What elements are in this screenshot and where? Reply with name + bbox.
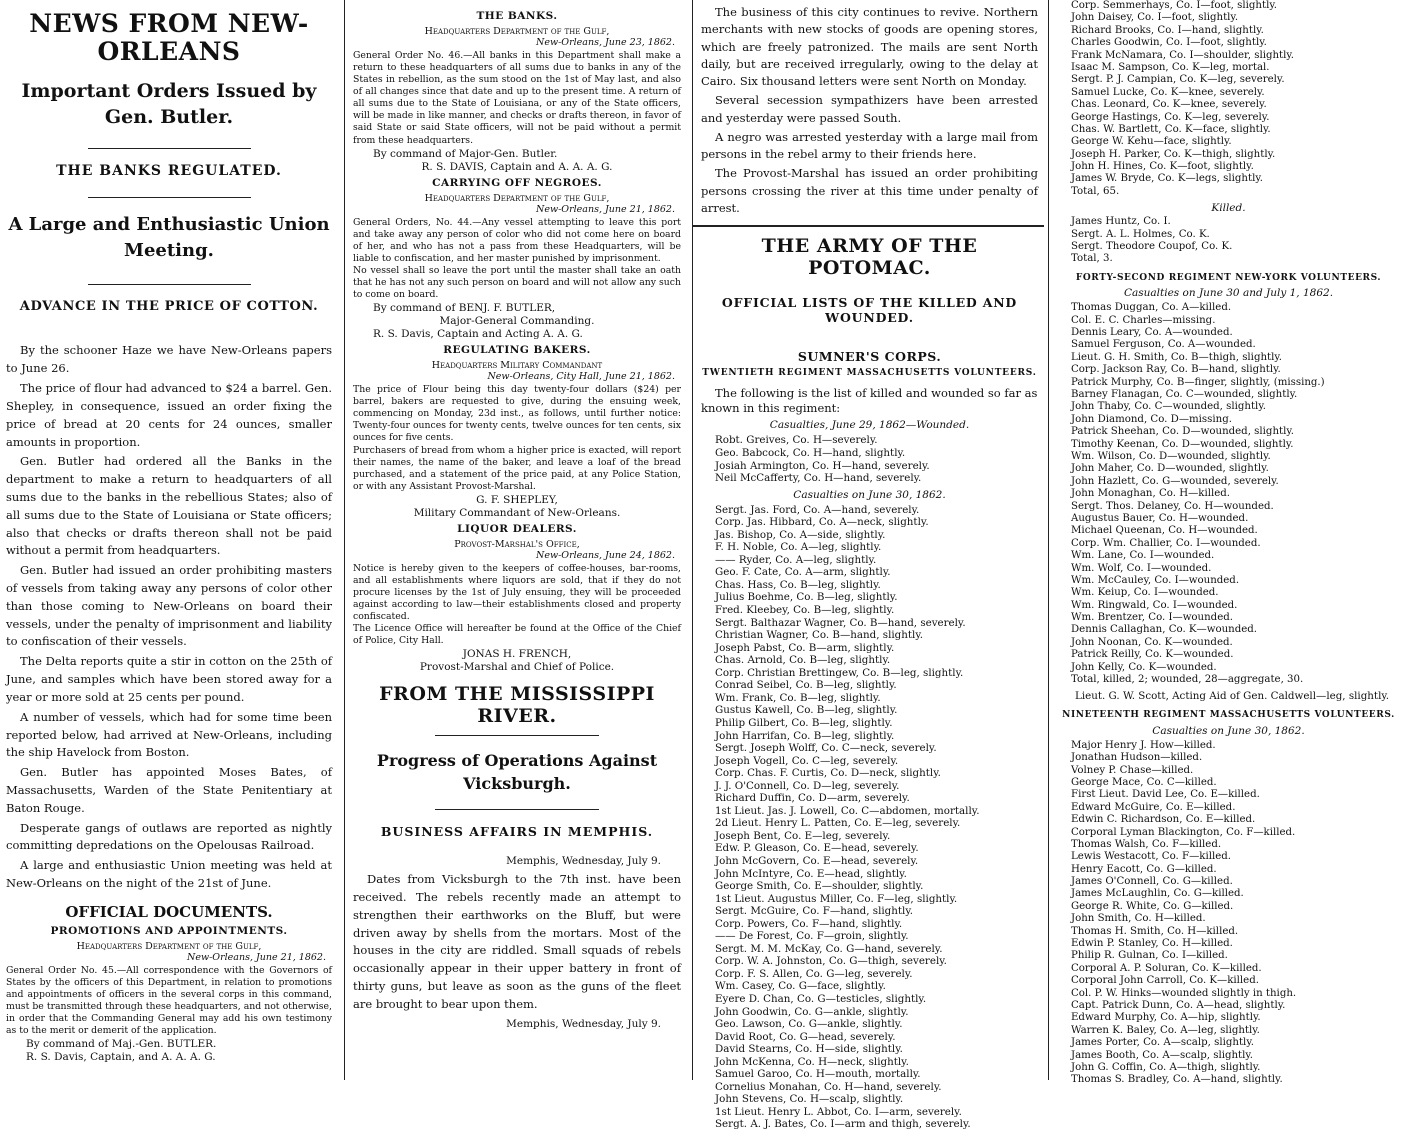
- signature-line: JONAS H. FRENCH,: [462, 648, 572, 661]
- column-3: [692, 0, 1044, 1131]
- casualty-entry: Philip R. Gulnan, Co. I—killed.: [1071, 950, 1228, 962]
- casualty-entry: Wm. Keiup, Co. I—wounded.: [1071, 587, 1219, 599]
- casualty-entry: John Diamond, Co. D—missing.: [1071, 413, 1232, 425]
- casualty-entry: Gustus Kawell, Co. B—leg, slightly.: [715, 704, 898, 717]
- casualty-list: [715, 434, 1038, 484]
- casualty-entry: Thomas S. Bradley, Co. A—hand, slightly.: [1071, 1074, 1283, 1086]
- casualty-entry: Corp. W. A. Johnston, Co. G—thigh, severely.: [715, 955, 947, 968]
- order-text: General Orders, No. 44.—Any vessel attempting to leave this port and take away any person of color who did not come here on board of her, and who has not a pass from these Headquarters, will be liable to confiscation, and her master punished by imprisonment.: [353, 216, 681, 264]
- casualty-list: [1071, 302, 1396, 686]
- casualty-entry: Sergt. McGuire, Co. F—hand, slightly.: [715, 905, 914, 918]
- casualty-entry: F. H. Noble, Co. A—leg, slightly.: [715, 541, 882, 554]
- casualty-entry: John Hazlett, Co. G—wounded, severely.: [1071, 475, 1279, 487]
- paragraph: Gen. Butler had ordered all the Banks in the department to make a return to headquarters of all sums due to the banks in the rebellious States; also of all sums due to the State of Louisiana or State officers; also that checks or drafts thereon shall not be paid without a permit from headquarters.: [6, 454, 332, 558]
- casualty-entry: Cornelius Monahan, Co. H—hand, severely.: [715, 1080, 942, 1093]
- casualty-entry: Wm. Lane, Co. I—wounded.: [1071, 550, 1215, 562]
- section-separator: [693, 225, 1044, 227]
- casualty-entry: David Stearns, Co. H—side, slightly.: [715, 1043, 903, 1056]
- paragraph: Gen. Butler had issued an order prohibiting masters of vessels from taking away any persons of color other than those coming to New-Orleans on board their vessels, under the penalty of imprisonment and liability to confiscation of their vessels.: [6, 563, 332, 649]
- casualty-entry: David Root, Co. G—head, severely.: [715, 1030, 896, 1043]
- signature-line: By command of BENJ. F. BUTLER,: [373, 302, 556, 315]
- casualty-entry: Conrad Seibel, Co. B—leg, slightly.: [715, 679, 897, 692]
- dateline: Memphis, Wednesday, July 9.: [506, 1017, 661, 1030]
- casualty-entry: John Noonan, Co. K—wounded.: [1071, 636, 1233, 648]
- section-title-banks: THE BANKS.: [476, 10, 558, 22]
- casualty-entry: John Daisey, Co. I—foot, slightly.: [1071, 12, 1239, 24]
- paragraph: Gen. Butler has appointed Moses Bates, of Massachusetts, Warden of the State Penitentiary at Baton Rouge.: [6, 765, 332, 815]
- casualty-entry: Col. P. W. Hinks—wounded slightly in thigh.: [1071, 987, 1297, 999]
- deck-cotton: ADVANCE IN THE PRICE OF COTTON.: [19, 299, 319, 315]
- casualty-entry: Dennis Leary, Co. A—wounded.: [1071, 327, 1233, 339]
- regiment-heading: TWENTIETH REGIMENT MASSACHUSETTS VOLUNTEERS.: [702, 368, 1037, 378]
- signature-line: Provost-Marshal and Chief of Police.: [419, 661, 615, 674]
- casualty-entry: Volney P. Chase—killed.: [1071, 764, 1194, 776]
- casualty-list: [1071, 0, 1396, 198]
- paragraph: The business of this city continues to revive. Northern merchants with new stocks of goods are opening stores, which are freely patronized. The mails are sent North daily, but are received irregularly, owing to the delay at Cairo. Six thousand letters were sent North on Monday.: [701, 5, 1038, 88]
- intro-text: The following is the list of killed and wounded so far as known in this regiment:: [701, 385, 1038, 415]
- casualty-list: [1071, 216, 1396, 266]
- casualty-entry: Barney Flanagan, Co. C—wounded, slightly.: [1071, 389, 1298, 401]
- regiment-heading: FORTY-SECOND REGIMENT NEW-YORK VOLUNTEERS.: [1075, 272, 1382, 283]
- casualty-entry: Josiah Armington, Co. H—hand, severely.: [715, 459, 930, 472]
- casualty-entry: George R. White, Co. G—killed.: [1071, 900, 1234, 912]
- regiment-heading: NINETEENTH REGIMENT MASSACHUSETTS VOLUNTEERS.: [1062, 710, 1395, 721]
- column-1: [0, 0, 340, 1080]
- divider: [88, 197, 251, 198]
- paragraph: By the schooner Haze we have New-Orleans papers to June 26.: [6, 343, 332, 376]
- signature-line: By command of Maj.-Gen. BUTLER.: [26, 1038, 217, 1051]
- date-line: New-Orleans, June 21, 1862.: [187, 951, 326, 963]
- casualty-entry: Patrick Reilly, Co. K—wounded.: [1071, 649, 1234, 661]
- casualty-entry: Corporal A. P. Soluran, Co. K—killed.: [1071, 962, 1262, 974]
- casualty-entry: Isaac M. Sampson, Co. K—leg, mortal.: [1071, 61, 1270, 73]
- order-text: Purchasers of bread from whom a higher price is exacted, will report their names, the name of the baker, and leave a loaf of the bread purchased, and a statement of the price paid, at any Police Station, or with any Assistant Provost-Marshal.: [353, 444, 681, 492]
- casualty-entry: Wm. Casey, Co. G—face, slightly.: [715, 980, 886, 993]
- headquarters-line: Headquarters Department of the Gulf,: [76, 940, 262, 952]
- headline-army-potomac: THE ARMY OF THE POTOMAC.: [761, 235, 978, 279]
- casualty-entry: John Kelly, Co. K—wounded.: [1071, 661, 1217, 673]
- casualty-entry: Frank McNamara, Co. I—shoulder, slightly.: [1071, 49, 1295, 61]
- casualty-entry: Charles Goodwin, Co. I—foot, slightly.: [1071, 37, 1267, 49]
- casualty-entry: John Thaby, Co. C—wounded, slightly.: [1071, 401, 1266, 413]
- casualty-entry: Chas. Hass, Co. B—leg, slightly.: [715, 578, 881, 591]
- casualty-entry: Fred. Kleebey, Co. B—leg, slightly.: [715, 604, 895, 617]
- casualty-entry: John McIntyre, Co. E—head, slightly.: [715, 867, 907, 880]
- date-line: New-Orleans, June 21, 1862.: [536, 203, 675, 215]
- casualty-entry: John Monaghan, Co. H—killed.: [1071, 488, 1231, 500]
- casualty-entry: Edw. P. Gleason, Co. E—head, severely.: [715, 842, 919, 855]
- signature-line: G. F. SHEPLEY,: [476, 493, 558, 506]
- section-title-liquor: LIQUOR DEALERS.: [457, 522, 577, 535]
- casualty-entry: Major Henry J. How—killed.: [1071, 739, 1216, 751]
- casualty-entry: Wm. McCauley, Co. I—wounded.: [1071, 574, 1240, 586]
- casualty-entry: Joseph H. Parker, Co. K—thigh, slightly.: [1071, 148, 1276, 160]
- casualty-entry: George Smith, Co. E—shoulder, slightly.: [715, 880, 924, 893]
- casualty-entry: Sergt. Balthazar Wagner, Co. B—hand, severely.: [715, 616, 966, 629]
- headquarters-line: Headquarters Department of the Gulf,: [424, 192, 610, 204]
- casualty-entry: —— Ryder, Co. A—leg, slightly.: [715, 553, 877, 566]
- section-title-official-documents: OFFICIAL DOCUMENTS.: [65, 902, 273, 921]
- date-line: New-Orleans, June 23, 1862.: [536, 37, 675, 48]
- headquarters-line: Provost-Marshal's Office,: [454, 538, 580, 550]
- casualty-entry: Samuel Lucke, Co. K—knee, severely.: [1071, 86, 1265, 98]
- order-text: No vessel shall so leave the port until the master shall take an oath that he has not any such person on board and will not allow any such to come on board.: [353, 264, 681, 301]
- casualty-entry: Corp. Wm. Challier, Co. I—wounded.: [1071, 537, 1261, 549]
- casualty-entry: Corporal John Carroll, Co. K—killed.: [1071, 975, 1259, 987]
- casualty-entry: Augustus Bauer, Co. H—wounded.: [1071, 512, 1249, 524]
- casualty-entry: Wm. Wilson, Co. D—wounded, slightly.: [1071, 451, 1271, 462]
- casualty-entry: John Maher, Co. D—wounded, slightly.: [1071, 463, 1269, 475]
- casualty-entry: Wm. Wolf, Co. I—wounded.: [1071, 562, 1212, 574]
- date-line: New-Orleans, June 24, 1862.: [536, 549, 675, 561]
- headquarters-line: Headquarters Military Commandant: [431, 360, 603, 372]
- casualty-entry: Jas. Bishop, Co. A—side, slightly.: [715, 528, 886, 541]
- casualty-entry: Col. E. C. Charles—missing.: [1071, 314, 1216, 326]
- paragraph: A negro was arrested yesterday with a large mail from persons in the rebel army to their friends here.: [701, 129, 1038, 161]
- casualty-entry: John H. Hines, Co. K—foot, slightly.: [1071, 161, 1254, 173]
- casualty-entry: John McGovern, Co. E—head, severely.: [715, 854, 919, 867]
- casualties-heading: Casualties on June 30, 1862.: [793, 488, 946, 501]
- casualty-entry: James Huntz, Co. I.: [1071, 216, 1171, 228]
- divider: [88, 148, 251, 149]
- casualty-entry: Eyere D. Chan, Co. G—testicles, slightly.: [715, 992, 927, 1005]
- casualty-entry: John Harrifan, Co. B—leg, slightly.: [715, 729, 895, 742]
- casualty-entry: James W. Bryde, Co. K—legs, slightly.: [1071, 173, 1263, 185]
- casualties-heading: Casualties, June 29, 1862—Wounded.: [769, 419, 970, 432]
- divider: [435, 735, 599, 736]
- casualty-entry: Sergt. A. L. Holmes, Co. K.: [1071, 228, 1210, 240]
- casualty-entry: James O'Connell, Co. G—killed.: [1071, 876, 1233, 888]
- casualty-entry: Henry Eacott, Co. G—killed.: [1071, 863, 1217, 875]
- casualty-entry: Edwin C. Richardson, Co. E—killed.: [1071, 814, 1256, 826]
- casualty-entry: Robt. Greives, Co. H—severely.: [715, 434, 878, 447]
- casualties-heading: Casualties on June 30, 1862.: [1152, 724, 1305, 737]
- casualty-entry: 1st Lieut. Augustus Miller, Co. F—leg, slightly.: [715, 892, 958, 905]
- casualty-entry: Corp. Powers, Co. F—hand, slightly.: [715, 917, 903, 930]
- casualty-entry: Patrick Sheehan, Co. D—wounded, slightly.: [1071, 426, 1295, 438]
- casualty-entry: Richard Brooks, Co. I—hand, slightly.: [1071, 24, 1264, 36]
- order-text: The price of Flour being this day twenty-four dollars ($24) per barrel, bakers are requested to give, during the ensuing week, commencing on Monday, 23d inst., as follows, until further notice: Twenty-four ounces for twenty cents, twelve ounces for ten cents, six ounces for five cents.: [353, 384, 681, 444]
- divider: [88, 284, 251, 285]
- casualty-entry: Timothy Keenan, Co. D—wounded, slightly.: [1071, 438, 1294, 450]
- signature-line: Major-General Commanding.: [439, 315, 595, 328]
- casualty-entry: Patrick Murphy, Co. B—finger, slightly, (missing.): [1071, 376, 1325, 388]
- casualty-entry: Samuel Ferguson, Co. A—wounded.: [1071, 339, 1256, 351]
- casualty-entry: J. J. O'Connell, Co. D—leg, severely.: [715, 779, 900, 792]
- order-text: The Licence Office will hereafter be found at the Office of the Chief of Police, City Hall.: [353, 623, 681, 647]
- casualty-entry: John Stevens, Co. H—scalp, slightly.: [715, 1093, 904, 1106]
- casualty-entry: Jonathan Hudson—killed.: [1071, 752, 1203, 764]
- paragraph: The price of flour had advanced to $24 a barrel. Gen. Shepley, in consequence, issued an order fixing the price of bread at 20 cents for 24 ounces, smaller amounts in proportion.: [6, 381, 332, 449]
- signature-line: R. S. Davis, Captain, and A. A. A. G.: [26, 1051, 216, 1064]
- casualty-entry: First Lieut. David Lee, Co. E—killed.: [1071, 789, 1260, 801]
- casualty-list: [1071, 740, 1396, 1087]
- date-line: New-Orleans, City Hall, June 21, 1862.: [487, 371, 675, 383]
- paragraph: The Delta reports quite a stir in cotton on the 25th of June, and samples which have been stored away for a year or more sold at 25 cents per pound.: [6, 654, 332, 704]
- casualty-entry: Edwin P. Stanley, Co. H—killed.: [1071, 938, 1233, 950]
- casualty-entry: Sergt. Jas. Ford, Co. A—hand, severely.: [715, 503, 920, 516]
- paragraph: A number of vessels, which had for some time been reported below, had arrived at New-Orleans, including the ship Havelock from Boston.: [6, 709, 332, 760]
- casualty-entry: Capt. Patrick Dunn, Co. A—head, slightly.: [1071, 999, 1286, 1011]
- casualty-entry: Sergt. P. J. Campian, Co. K—leg, severely.: [1071, 74, 1285, 86]
- casualty-entry: Wm. Brentzer, Co. I—wounded.: [1071, 612, 1233, 624]
- casualty-entry: Christian Wagner, Co. B—hand, slightly.: [715, 629, 924, 642]
- casualty-entry: Michael Queenan, Co. H—wounded.: [1071, 525, 1258, 537]
- paragraph: A large and enthusiastic Union meeting was held at New-Orleans on the night of the 21st of June.: [6, 858, 332, 891]
- casualty-entry: Joseph Vogell, Co. C—leg, severely.: [715, 754, 899, 767]
- corps-heading: SUMNER'S CORPS.: [797, 349, 942, 364]
- deck-orders: Important Orders Issued by Gen. Butler.: [21, 80, 317, 128]
- casualty-entry: 1st Lieut. Henry L. Abbot, Co. I—arm, severely.: [715, 1105, 962, 1118]
- casualty-entry: Geo. Lawson, Co. G—ankle, slightly.: [715, 1018, 903, 1031]
- casualty-entry: Chas. Arnold, Co. B—leg, slightly.: [715, 654, 891, 667]
- order-text: General Order No. 46.—All banks in this Department shall make a return to these headquarters of all sums due to banks in any of the States in rebellion, as the sum stood on the 1st of May last, and also of all changes since that date and up to the present time. A return of all sums due to the State of Louisiana, or any of the State officers, will be made in like manner, and checks or drafts thereon, in favor of said State or said State officers, will not be paid without a permit from these headquarters.: [353, 50, 681, 146]
- casualty-entry: Edward McGuire, Co. E—killed.: [1071, 801, 1236, 813]
- casualty-entry: Total, 65.: [1071, 185, 1120, 197]
- casualty-entry: 2d Lieut. Henry L. Patten, Co. E—leg, severely.: [715, 817, 961, 830]
- signature-line: R. S. DAVIS, Captain and A. A. A. G.: [421, 160, 613, 173]
- casualty-entry: James Porter, Co. A—scalp, slightly.: [1071, 1037, 1254, 1049]
- headquarters-line: Headquarters Department of the Gulf,: [424, 26, 610, 37]
- casualty-entry: Wm. Frank, Co. B—leg, slightly.: [715, 691, 881, 704]
- casualty-entry: Corp. Jas. Hibbard, Co. A—neck, slightly.: [715, 516, 929, 529]
- casualty-list: [715, 504, 1038, 1131]
- casualty-entry: Total, 3.: [1071, 253, 1113, 265]
- paragraph: Several secession sympathizers have been arrested and yesterday were passed South.: [701, 93, 1038, 125]
- casualty-entry: Corp. Jackson Ray, Co. B—hand, slightly.: [1071, 364, 1281, 376]
- casualty-entry: Edward Murphy, Co. A—hip, slightly.: [1071, 1012, 1261, 1024]
- deck-vicksburgh: Progress of Operations Against Vicksburgh.: [376, 751, 658, 793]
- killed-heading: Killed.: [1211, 202, 1246, 215]
- casualty-entry: James Booth, Co. A—scalp, slightly.: [1071, 1049, 1254, 1061]
- deck-banks: THE BANKS REGULATED.: [56, 163, 282, 180]
- casualty-entry: John Goodwin, Co. G—ankle, slightly.: [715, 1005, 909, 1018]
- casualty-entry: —— De Forest, Co. F—groin, slightly.: [715, 930, 909, 943]
- column-4: [1048, 0, 1402, 1086]
- casualty-entry: Sergt. M. M. McKay, Co. G—hand, severely.: [715, 942, 943, 955]
- casualty-entry: Corp. Chas. F. Curtis, Co. D—neck, slightly.: [715, 767, 941, 780]
- casualty-entry: 1st Lieut. Jas. J. Lowell, Co. C—abdomen, mortally.: [715, 804, 980, 817]
- paragraph: The Provost-Marshal has issued an order prohibiting persons crossing the river at this time under penalty of arrest.: [701, 166, 1038, 215]
- casualty-entry: Sergt. Theodore Coupof, Co. K.: [1071, 241, 1233, 253]
- deck-official-lists: OFFICIAL LISTS OF THE KILLED AND WOUNDED.: [721, 295, 1018, 325]
- casualty-entry: Lieut. G. H. Smith, Co. B—thigh, slightly.: [1071, 351, 1283, 363]
- paragraph: Desperate gangs of outlaws are reported as nightly committing depredations on the Opelousas Railroad.: [6, 820, 332, 853]
- casualty-entry: Geo. F. Cate, Co. A—arm, slightly.: [715, 566, 891, 579]
- order-text: General Order No. 45.—All correspondence with the Governors of States by the officers of this Department, in relation to promotions and appointments of officers in the several corps in this command, must be transmitted through these headquarters, and not otherwise, in order that the Commanding General may add his own testimony as to the merit or demerit of the application.: [6, 964, 332, 1037]
- casualty-entry: Chas. W. Bartlett, Co. K—face, slightly.: [1071, 123, 1271, 135]
- casualty-entry: Corp. F. S. Allen, Co. G—leg, severely.: [715, 967, 913, 980]
- casualty-entry: George Hastings, Co. K—leg, severely.: [1071, 111, 1270, 123]
- casualty-entry: Philip Gilbert, Co. B—leg, slightly.: [715, 716, 893, 729]
- headline-mississippi: FROM THE MISSISSIPPI RIVER.: [379, 683, 655, 728]
- section-title-negroes: CARRYING OFF NEGROES.: [432, 176, 602, 189]
- casualty-entry: Corp. Christian Brettingew, Co. B—leg, slightly.: [715, 666, 964, 679]
- section-subtitle: PROMOTIONS AND APPOINTMENTS.: [50, 924, 288, 937]
- casualty-entry: Warren K. Baley, Co. A—leg, slightly.: [1071, 1024, 1260, 1036]
- casualty-entry: Joseph Pabst, Co. B—arm, slightly.: [715, 641, 895, 654]
- casualty-entry: Thomas Duggan, Co. A—killed.: [1071, 302, 1232, 314]
- casualty-entry: Lewis Westacott, Co. F—killed.: [1071, 851, 1232, 863]
- casualty-entry: Thomas H. Smith, Co. H—killed.: [1071, 925, 1239, 937]
- signature-line: By command of Major-Gen. Butler.: [373, 147, 558, 160]
- signature-line: Military Commandant of New-Orleans.: [413, 506, 621, 519]
- casualty-entry: Corporal Lyman Blackington, Co. F—killed.: [1071, 826, 1296, 838]
- casualty-entry: George W. Kehu—face, slightly.: [1071, 136, 1232, 148]
- deck-union-meeting: A Large and Enthusiastic Union Meeting.: [8, 214, 330, 262]
- deck-memphis: BUSINESS AFFAIRS IN MEMPHIS.: [380, 824, 654, 840]
- casualty-entry: Julius Boehme, Co. B—leg, slightly.: [715, 591, 898, 604]
- casualty-entry: Samuel Garoo, Co. H—mouth, mortally.: [715, 1068, 921, 1081]
- casualty-entry: John McKenna, Co. H—neck, slightly.: [715, 1055, 909, 1068]
- casualty-entry: James McLaughlin, Co. G—killed.: [1071, 888, 1244, 900]
- column-2: [344, 0, 687, 1080]
- paragraph: Dates from Vicksburgh to the 7th inst. have been received. The rebels recently made an attempt to strengthen their earthworks on the Bluff, but were driven away by shells from the mortars. Most of the houses in the city are riddled. Small squads of rebels occasionally appear in their upper battery in front of thirty guns, but leave as soon as the guns of the fleet are brought to bear upon them.: [353, 872, 681, 1011]
- casualty-entry: Neil McCafferty, Co. H—hand, severely.: [715, 472, 922, 485]
- casualty-entry: Sergt. A. J. Bates, Co. I—arm and thigh, severely.: [715, 1118, 971, 1131]
- casualty-entry: Dennis Callaghan, Co. K—wounded.: [1071, 624, 1258, 636]
- casualty-entry: Chas. Leonard, Co. K—knee, severely.: [1071, 99, 1267, 111]
- headline-new-orleans: NEWS FROM NEW-ORLEANS: [29, 9, 309, 66]
- article-body: [6, 342, 332, 892]
- casualty-entry: John G. Coffin, Co. A—thigh, slightly.: [1071, 1061, 1261, 1073]
- casualty-entry: Geo. Babcock, Co. H—hand, slightly.: [715, 447, 906, 460]
- signature-line: R. S. Davis, Captain and Acting A. A. G.: [373, 328, 583, 341]
- casualty-entry: Richard Duffin, Co. D—arm, severely.: [715, 792, 910, 805]
- note-text: Lieut. G. W. Scott, Acting Aid of Gen. Caldwell—leg, slightly.: [1075, 690, 1390, 703]
- section-title-bakers: REGULATING BAKERS.: [443, 344, 591, 357]
- casualty-entry: Thomas Walsh, Co. F—killed.: [1071, 838, 1222, 850]
- casualty-entry: Wm. Ringwald, Co. I—wounded.: [1071, 599, 1238, 611]
- casualty-entry: Joseph Bent, Co. E—leg, severely.: [715, 829, 891, 842]
- casualties-heading: Casualties on June 30 and July 1, 1862.: [1123, 287, 1334, 300]
- casualty-entry: Sergt. Joseph Wolff, Co. C—neck, severely.: [715, 742, 937, 755]
- casualty-entry: Corp. Semmerhays, Co. I—foot, slightly.: [1071, 0, 1277, 11]
- casualty-entry: Sergt. Thos. Delaney, Co. H—wounded.: [1071, 500, 1274, 512]
- casualty-entry: Total, killed, 2; wounded, 28—aggregate, 30.: [1071, 674, 1304, 686]
- order-text: Notice is hereby given to the keepers of coffee-houses, bar-rooms, and all establishments where liquors are sold, that if they do not procure licenses by the 1st of July ensuing, they will be proceeded against according to law—their establishments closed and property confiscated.: [353, 562, 681, 623]
- dateline: Memphis, Wednesday, July 9.: [506, 855, 661, 868]
- casualty-entry: John Smith, Co. H—killed.: [1071, 913, 1206, 925]
- divider: [435, 809, 599, 810]
- casualty-entry: George Mace, Co. C—killed.: [1071, 776, 1217, 788]
